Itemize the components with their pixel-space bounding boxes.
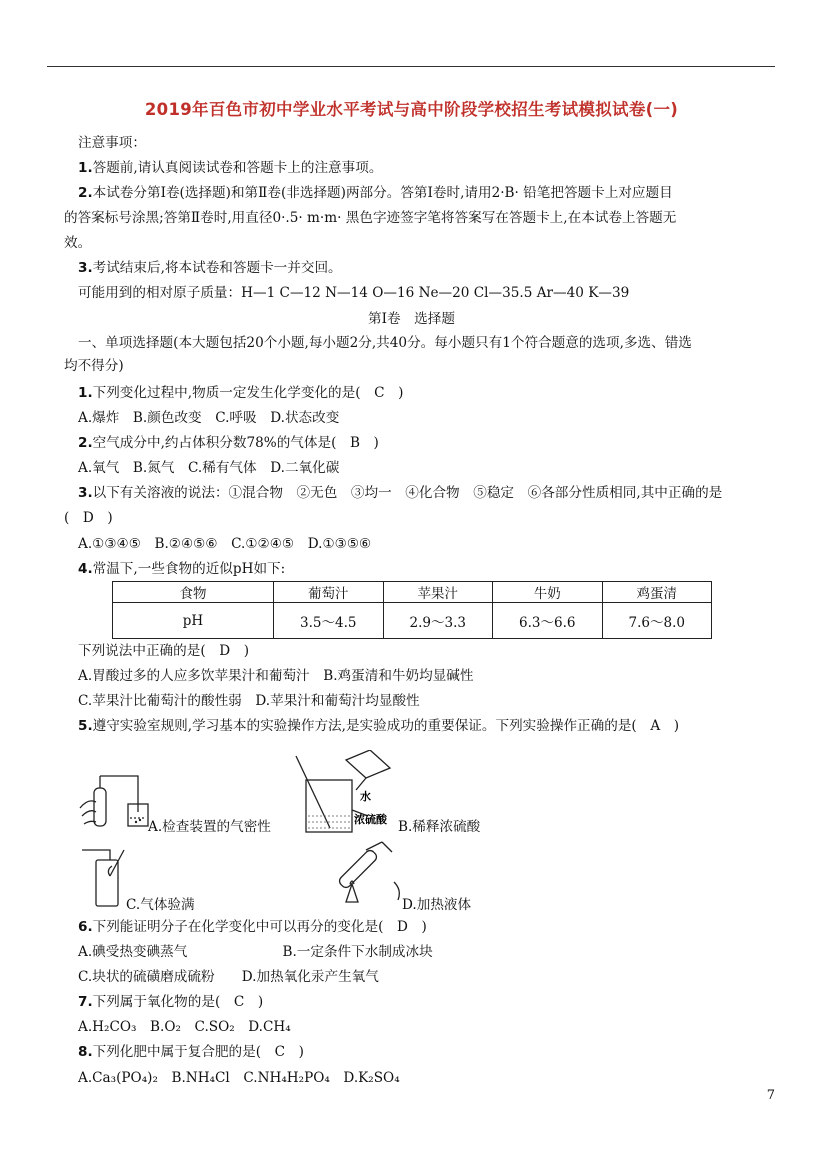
figure-c-caption: C.气体验满 bbox=[126, 897, 195, 913]
question-6-stem: 下列能证明分子在化学变化中可以再分的变化是( D ) bbox=[92, 919, 427, 935]
table-cell: 牛奶 bbox=[493, 582, 603, 603]
question-5-stem: 遵守实验室规则,学习基本的实验操作方法,是实验成功的重要保证。下列实验操作正确的是( A ) bbox=[92, 718, 680, 734]
question-6-options-2: C.块状的硫磺磨成硫粉 D.加热氧化汞产生氧气 bbox=[78, 969, 379, 985]
airtightness-check-figure bbox=[78, 768, 158, 834]
question-8-stem: 下列化肥中属于复合肥的是( C ) bbox=[92, 1044, 304, 1060]
figure-d-caption: D.加热液体 bbox=[402, 897, 472, 913]
question-3-options: A.①③④⑤ B.②④⑤⑥ C.①②④⑤ D.①③⑤⑥ bbox=[78, 536, 372, 552]
notice-heading: 注意事项： bbox=[78, 135, 146, 151]
section-title: 第Ⅰ卷 选择题 bbox=[368, 311, 455, 327]
question-8-options: A.Ca₃(PO₄)₂ B.NH₄Cl C.NH₄H₂PO₄ D.K₂SO₄ bbox=[78, 1070, 400, 1086]
water-label: 水 bbox=[360, 790, 371, 803]
table-cell: 6.3～6.6 bbox=[493, 603, 603, 639]
question-1-stem: 下列变化过程中,物质一定发生化学变化的是( C ) bbox=[92, 385, 404, 401]
notice-item-3-text: 考试结束后,将本试卷和答题卡一并交回。 bbox=[92, 260, 342, 276]
question-7-options: A.H₂CO₃ B.O₂ C.SO₂ D.CH₄ bbox=[78, 1019, 291, 1035]
question-2: 2.空气成分中,约占体积分数78%的气体是( B ) bbox=[78, 435, 379, 451]
header-rule bbox=[47, 66, 775, 67]
question-5: 5.遵守实验室规则,学习基本的实验操作方法,是实验成功的重要保证。下列实验操作正确的是( A ) bbox=[78, 718, 680, 734]
question-4-stem: 常温下,一些食物的近似pH如下: bbox=[92, 561, 286, 577]
question-4-ask: 下列说法中正确的是( D ) bbox=[78, 643, 250, 659]
question-6: 6.下列能证明分子在化学变化中可以再分的变化是( D ) bbox=[78, 919, 427, 935]
question-4-options-1: A.胃酸过多的人应多饮苹果汁和葡萄汁 B.鸡蛋清和牛奶均显碱性 bbox=[78, 668, 474, 684]
ph-table bbox=[112, 581, 712, 639]
question-3-answer: ( D ) bbox=[64, 510, 113, 526]
notice-item-2: 2.本试卷分第Ⅰ卷(选择题)和第Ⅱ卷(非选择题)两部分。答第Ⅰ卷时,请用2·B· 铅笔把答题卡上对应题目 bbox=[78, 185, 673, 201]
part1-intro: 一、单项选择题(本大题包括20个小题,每小题2分,共40分。每小题只有1个符合题意的选项,多选、错选 bbox=[78, 335, 692, 351]
question-4: 4.常温下,一些食物的近似pH如下: bbox=[78, 561, 286, 577]
question-2-options: A.氧气 B.氮气 C.稀有气体 D.二氧化碳 bbox=[78, 460, 340, 476]
notice-item-2-cont: 的答案标号涂黑;答第Ⅱ卷时,用直径0·.5· m·m· 黑色字迹签字笔将答案写在答题卡上,在本试卷上答题无 bbox=[64, 210, 677, 226]
question-7: 7.下列属于氧化物的是( C ) bbox=[78, 994, 264, 1010]
table-cell: 2.9～3.3 bbox=[383, 603, 493, 639]
dilute-acid-figure bbox=[292, 750, 402, 836]
ph-table-value-row bbox=[113, 603, 712, 639]
question-3: 3.以下有关溶液的说法：①混合物 ②无色 ③均一 ④化合物 ⑤稳定 ⑥各部分性质相同,其中正确的是 bbox=[78, 485, 723, 501]
question-1: 1.下列变化过程中,物质一定发生化学变化的是( C ) bbox=[78, 385, 404, 401]
question-6-options-1: A.碘受热变碘蒸气 B.一定条件下水制成冰块 bbox=[78, 944, 433, 960]
question-8: 8.下列化肥中属于复合肥的是( C ) bbox=[78, 1044, 304, 1060]
question-1-options: A.爆炸 B.颜色改变 C.呼吸 D.状态改变 bbox=[78, 410, 340, 426]
question-4-options-2: C.苹果汁比葡萄汁的酸性弱 D.苹果汁和葡萄汁均显酸性 bbox=[78, 693, 420, 709]
table-cell: 食物 bbox=[113, 582, 274, 603]
gas-full-check-figure bbox=[80, 846, 130, 908]
table-cell: 3.5～4.5 bbox=[274, 603, 384, 639]
notice-item-3: 3.考试结束后,将本试卷和答题卡一并交回。 bbox=[78, 260, 342, 276]
acid-label: 浓硫酸 bbox=[354, 813, 387, 826]
page-title: 2019年百色市初中学业水平考试与高中阶段学校招生考试模拟试卷(一) bbox=[144, 100, 679, 119]
part1-intro-cont: 均不得分) bbox=[64, 358, 124, 374]
notice-item-2-text: 本试卷分第Ⅰ卷(选择题)和第Ⅱ卷(非选择题)两部分。答第Ⅰ卷时,请用2·B· 铅笔把答题卡上对应题目 bbox=[92, 185, 673, 201]
question-3-stem: 以下有关溶液的说法：①混合物 ②无色 ③均一 ④化合物 ⑤稳定 ⑥各部分性质相同,其中正确的是 bbox=[92, 485, 723, 501]
table-cell: 葡萄汁 bbox=[274, 582, 384, 603]
figure-b-caption: B.稀释浓硫酸 bbox=[398, 819, 481, 835]
notice-item-2-end: 效。 bbox=[64, 235, 92, 251]
table-cell: 苹果汁 bbox=[383, 582, 493, 603]
question-7-stem: 下列属于氧化物的是( C ) bbox=[92, 994, 264, 1010]
table-cell: 鸡蛋清 bbox=[602, 582, 712, 603]
notice-item-1: 1.答题前,请认真阅读试卷和答题卡上的注意事项。 bbox=[78, 160, 383, 176]
page-number: 7 bbox=[766, 1088, 775, 1103]
ph-table-header-row bbox=[113, 582, 712, 603]
table-cell: pH bbox=[113, 603, 274, 639]
atomic-masses: 可能用到的相对原子质量：H—1 C—12 N—14 O—16 Ne—20 Cl—35.5 Ar—40 K—39 bbox=[78, 285, 630, 301]
table-cell: 7.6～8.0 bbox=[602, 603, 712, 639]
heat-liquid-figure bbox=[338, 838, 408, 904]
figure-a-caption: A.检查装置的气密性 bbox=[148, 819, 271, 835]
question-2-stem: 空气成分中,约占体积分数78%的气体是( B ) bbox=[92, 435, 379, 451]
notice-item-1-text: 答题前,请认真阅读试卷和答题卡上的注意事项。 bbox=[92, 160, 383, 176]
